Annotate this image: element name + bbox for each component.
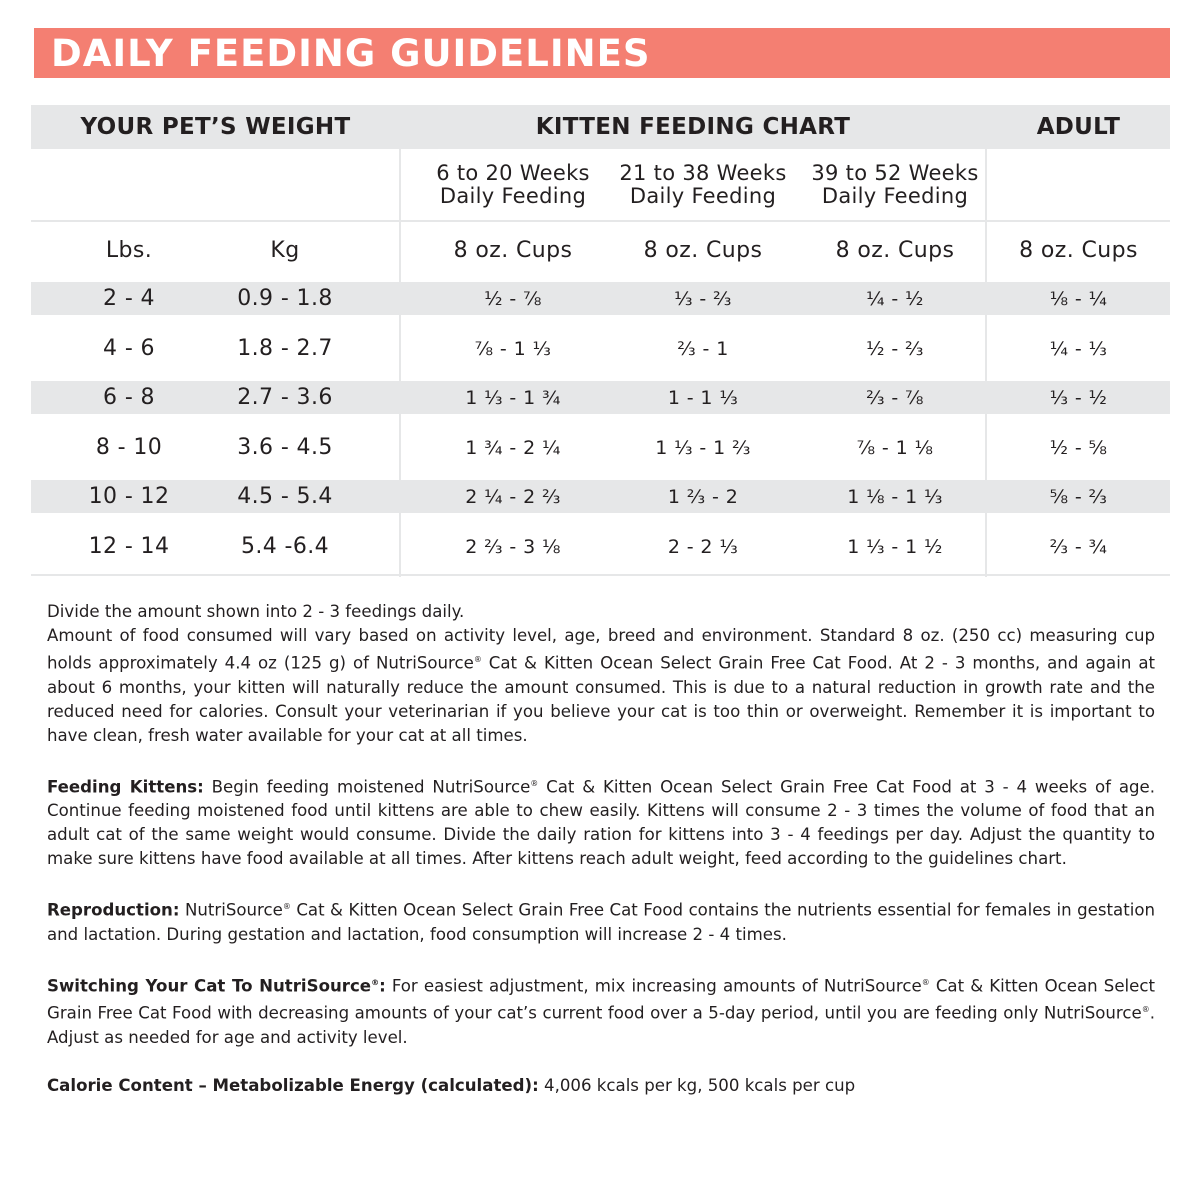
cell-lbs: 8 - 10 <box>95 435 163 460</box>
cell-39-52-weeks: 1 ⅓ - 1 ½ <box>847 535 943 558</box>
cell-6-20-weeks: ½ - ⅞ <box>484 287 542 310</box>
cell-21-38-weeks: 1 - 1 ⅓ <box>667 386 739 409</box>
subheader-line: Daily Feeding <box>629 184 777 208</box>
cell-kg: 5.4 -6.4 <box>240 534 330 559</box>
cell-39-52-weeks: ⅔ - ⅞ <box>866 386 924 409</box>
unit-cups: 8 oz. Cups <box>1019 237 1138 263</box>
cell-lbs: 2 - 4 <box>103 286 155 311</box>
cell-39-52-weeks: 1 ⅛ - 1 ⅓ <box>847 485 943 508</box>
cell-39-52-weeks: ¼ - ½ <box>866 287 924 310</box>
unit-lbs: Lbs. <box>105 237 153 263</box>
table-row <box>31 282 1170 315</box>
cell-kg: 3.6 - 4.5 <box>237 435 333 460</box>
header-kitten-chart: KITTEN FEEDING CHART <box>535 114 851 140</box>
cell-lbs: 12 - 14 <box>88 534 170 559</box>
cell-kg: 2.7 - 3.6 <box>237 385 333 410</box>
subheader-6-20-weeks <box>416 161 610 209</box>
title-banner <box>34 28 1170 78</box>
cell-adult: ⅛ - ¼ <box>1049 287 1108 310</box>
cell-21-38-weeks: ⅔ - 1 <box>677 337 729 360</box>
cell-lbs: 10 - 12 <box>88 484 170 509</box>
cell-kg: 1.8 - 2.7 <box>237 336 333 361</box>
header-weight: YOUR PET’S WEIGHT <box>80 114 351 140</box>
cell-adult: ¼ - ⅓ <box>1049 337 1108 360</box>
table-row <box>31 381 1170 414</box>
note-reproduction: Reproduction: NutriSource® Cat & Kitten Ocean Select Grain Free Cat Food contains the nutrients essential for females in gestation and lactation. During gestation and lactation, food consumption will increase 2 - 4 times. <box>47 900 1155 944</box>
cell-39-52-weeks: ⅞ - 1 ⅛ <box>856 436 934 459</box>
page-title: DAILY FEEDING GUIDELINES <box>51 32 651 75</box>
header-adult: ADULT <box>1036 114 1121 140</box>
cell-lbs: 4 - 6 <box>103 336 155 361</box>
cell-adult: ⅓ - ½ <box>1049 386 1108 409</box>
note-feeding-kittens: Feeding Kittens: Begin feeding moistened NutriSource® Cat & Kitten Ocean Select Grain Free Cat Food at 3 - 4 weeks of age. Continue feeding moistened food until kittens are able to chew easily. Kittens will consume 2 - 3 times the volume of food that an adult cat of the same weight would consume. Divide the daily ration for kittens into 3 - 4 feedings per day. Adjust the quantity to make sure kittens have food available at all times. After kittens reach adult weight, feed according to the guidelines chart. <box>47 777 1156 869</box>
note-divide: Divide the amount shown into 2 - 3 feedings daily. <box>47 602 465 621</box>
cell-6-20-weeks: 2 ¼ - 2 ⅔ <box>465 485 561 508</box>
note-switching: Switching Your Cat To NutriSource®: For easiest adjustment, mix increasing amounts of NutriSource® Cat & Kitten Ocean Select Grain Free Cat Food with decreasing amounts of your cat’s current food over a 5-day period, until you are feeding only NutriSource®. Adjust as needed for age and activity level. <box>47 976 1155 1047</box>
cell-adult: ½ - ⅝ <box>1049 436 1108 459</box>
unit-cups: 8 oz. Cups <box>835 237 955 263</box>
cell-kg: 0.9 - 1.8 <box>237 286 333 311</box>
unit-cups: 8 oz. Cups <box>453 237 573 263</box>
divider <box>31 220 1170 222</box>
cell-21-38-weeks: 1 ⅔ - 2 <box>667 485 739 508</box>
table-row <box>31 430 1170 465</box>
cell-kg: 4.5 - 5.4 <box>237 484 333 509</box>
cell-21-38-weeks: ⅓ - ⅔ <box>674 287 732 310</box>
cell-6-20-weeks: 2 ⅔ - 3 ⅛ <box>465 535 561 558</box>
feeding-table <box>31 105 1170 577</box>
subheader-line: 21 to 38 Weeks <box>619 161 787 185</box>
note-amount: Amount of food consumed will vary based on activity level, age, breed and environment. Standard 8 oz. (250 cc) measuring cup holds approximately 4.4 oz (125 g) of NutriSource® Cat & Kitten Ocean Select Grain Free Cat Food. At 2 - 3 months, and again at about 6 months, your kitten will naturally reduce the amount consumed. This is due to a natural reduction in growth rate and the reduced need for calories. Consult your veterinarian if you believe your cat is too thin or overweight. Remember it is important to have clean, fresh water available for your cat at all times. <box>47 626 1155 745</box>
cell-6-20-weeks: ⅞ - 1 ⅓ <box>474 337 552 360</box>
cell-6-20-weeks: 1 ⅓ - 1 ¾ <box>465 386 561 409</box>
unit-kg: Kg <box>270 237 300 263</box>
subheader-line: Daily Feeding <box>439 184 587 208</box>
cell-adult: ⅔ - ¾ <box>1049 535 1108 558</box>
divider <box>31 574 1170 576</box>
cell-lbs: 6 - 8 <box>103 385 155 410</box>
table-row <box>31 331 1170 366</box>
cell-adult: ⅝ - ⅔ <box>1049 485 1108 508</box>
feeding-notes <box>47 600 1155 1098</box>
note-calorie-content: Calorie Content – Metabolizable Energy (calculated): 4,006 kcals per kg, 500 kcals per cup <box>47 1075 856 1095</box>
subheader-21-38-weeks <box>606 161 800 209</box>
table-row <box>31 529 1170 564</box>
subheader-line: 39 to 52 Weeks <box>811 161 979 185</box>
subheader-39-52-weeks <box>798 161 992 209</box>
subheader-line: Daily Feeding <box>821 184 969 208</box>
cell-39-52-weeks: ½ - ⅔ <box>866 337 924 360</box>
cell-21-38-weeks: 2 - 2 ⅓ <box>667 535 739 558</box>
subheader-line: 6 to 20 Weeks <box>436 161 590 185</box>
table-row <box>31 480 1170 513</box>
cell-21-38-weeks: 1 ⅓ - 1 ⅔ <box>655 436 751 459</box>
unit-cups: 8 oz. Cups <box>643 237 763 263</box>
cell-6-20-weeks: 1 ¾ - 2 ¼ <box>465 436 561 459</box>
